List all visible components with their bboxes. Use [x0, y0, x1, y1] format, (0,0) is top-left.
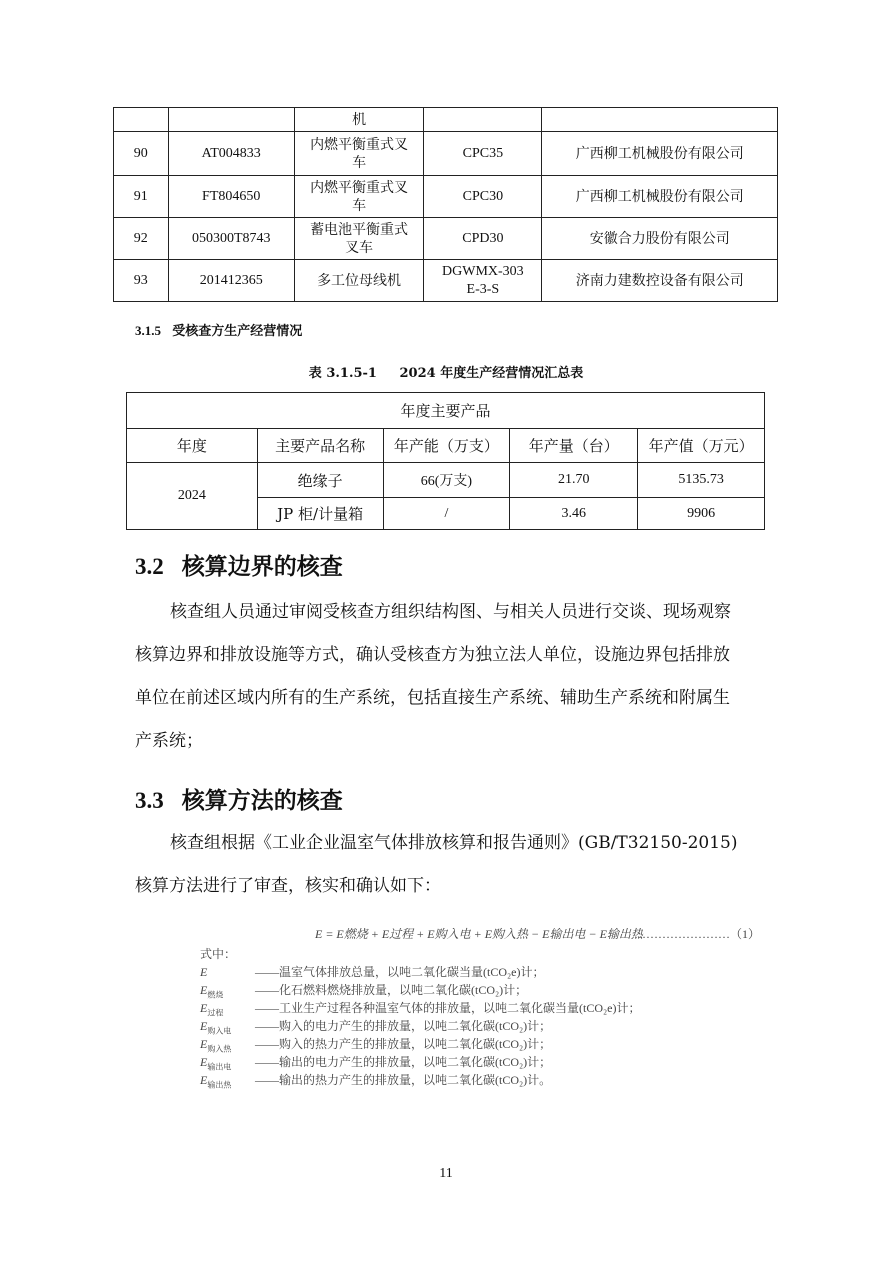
section-32-title: 核算边界的核查 [181, 553, 343, 580]
formula-where: 式中： [200, 947, 237, 961]
manufacturer-cell [542, 108, 778, 132]
page-number: 11 [439, 1166, 453, 1181]
formula-term [200, 963, 545, 981]
term-symbol [200, 965, 255, 981]
table-row [114, 218, 778, 260]
formula-term [200, 1035, 551, 1054]
output-cell: 21.70 [510, 463, 638, 498]
manufacturer-cell: 广西柳工机械股份有限公司 [542, 176, 778, 218]
term-symbol [200, 983, 255, 1000]
section-32-number: 3.2 [135, 554, 164, 579]
capacity-cell: / [383, 498, 510, 530]
term-description: ——化石燃料燃烧排放量，以吨二氧化碳(tCO₂)计； [255, 983, 528, 997]
paragraph-line: 核算边界和排放设施等方式，确认受核查方为独立法人单位，设施边界包括排放 [135, 645, 730, 665]
term-symbol-letter: E [200, 1001, 208, 1015]
term-symbol-letter: E [200, 1073, 208, 1087]
table-row [114, 132, 778, 176]
term-symbol-letter: E [200, 1019, 208, 1033]
equipment-name-cell: 多工位母线机 [294, 260, 423, 302]
term-symbol-letter: E [200, 965, 208, 979]
product-name-cell: JP 柜/计量箱 [257, 498, 383, 530]
value-cell: 5135.73 [638, 463, 765, 498]
term-description: ——购入的电力产生的排放量，以吨二氧化碳(tCO₂)计； [255, 1019, 552, 1033]
formula-term [200, 1071, 551, 1090]
row-number-cell: 92 [114, 218, 169, 260]
paragraph-line: 产系统； [135, 731, 203, 751]
model-cell: CPC35 [424, 132, 542, 176]
table2-caption-number: 表 3.1.5-1 [308, 366, 377, 381]
paragraph-line: 核查组根据《工业企业温室气体排放核算和报告通则》(GB/T32150-2015) [170, 833, 738, 853]
production-summary-table [126, 392, 765, 530]
header-product: 主要产品名称 [257, 429, 383, 463]
section-33-paragraph [135, 822, 760, 908]
group-header: 年度主要产品 [127, 393, 765, 429]
section-315-title: 受核查方生产经营情况 [172, 323, 303, 338]
term-symbol-subscript: 输出电 [207, 1062, 232, 1072]
formula-term [200, 1053, 551, 1072]
equipment-name-cell: 内燃平衡重式叉车 [294, 176, 423, 218]
table2-caption-text: 2024 年度生产经营情况汇总表 [399, 366, 584, 381]
term-description: ——温室气体排放总量，以吨二氧化碳当量(tCO₂e)计； [255, 965, 545, 979]
row-number-cell: 90 [114, 132, 169, 176]
asset-code-cell: FT804650 [168, 176, 294, 218]
formula-term [200, 981, 527, 1000]
term-description: ——工业生产过程各种温室气体的排放量，以吨二氧化碳当量(tCO₂e)计； [255, 1001, 641, 1015]
term-symbol [200, 1019, 255, 1036]
row-number-cell: 93 [114, 260, 169, 302]
output-cell: 3.46 [510, 498, 638, 530]
asset-code-cell: 050300T8743 [168, 218, 294, 260]
term-symbol-letter: E [200, 1055, 208, 1069]
header-value: 年产值（万元） [638, 429, 765, 463]
term-symbol-letter: E [200, 1037, 208, 1051]
equipment-name-cell: 机 [294, 108, 423, 132]
term-symbol-subscript: 输出热 [207, 1080, 232, 1090]
section-32-heading [135, 548, 343, 581]
table2-caption [0, 362, 892, 381]
term-symbol [200, 1037, 255, 1054]
term-symbol-subscript: 燃烧 [207, 990, 224, 1000]
section-33-title: 核算方法的核查 [181, 787, 343, 814]
model-cell: CPC30 [424, 176, 542, 218]
equipment-name-cell: 内燃平衡重式叉车 [294, 132, 423, 176]
asset-code-cell [168, 108, 294, 132]
manufacturer-cell: 广西柳工机械股份有限公司 [542, 132, 778, 176]
term-description: ——输出的电力产生的排放量，以吨二氧化碳(tCO₂)计； [255, 1055, 552, 1069]
term-symbol [200, 1001, 255, 1018]
term-symbol [200, 1073, 255, 1090]
row-number-cell [114, 108, 169, 132]
product-name-cell: 绝缘子 [257, 463, 383, 498]
section-315-number: 3.1.5 [135, 323, 161, 338]
formula-equation: E = E燃烧 + E过程 + E购入电 + E购入热 − E输出电 − E输出热 [315, 927, 643, 941]
value-cell: 9906 [638, 498, 765, 530]
section-33-number: 3.3 [135, 788, 164, 813]
term-description: ——输出的热力产生的排放量，以吨二氧化碳(tCO₂)计。 [255, 1073, 552, 1087]
year-cell: 2024 [127, 463, 258, 530]
section-32-paragraph [135, 591, 760, 763]
table-row [114, 108, 778, 132]
paragraph-line: 核算方法进行了审查，核实和确认如下： [135, 876, 441, 896]
table-row [114, 176, 778, 218]
manufacturer-cell: 济南力建数控设备有限公司 [542, 260, 778, 302]
row-number-cell: 91 [114, 176, 169, 218]
manufacturer-cell: 安徽合力股份有限公司 [542, 218, 778, 260]
formula-term [200, 1017, 551, 1036]
term-symbol [200, 1055, 255, 1072]
equipment-table [113, 107, 778, 302]
term-symbol-letter: E [200, 983, 208, 997]
capacity-cell: 66(万支) [383, 463, 510, 498]
formula-term [200, 999, 641, 1018]
paragraph-line: 单位在前述区域内所有的生产系统，包括直接生产系统、辅助生产系统和附属生 [135, 688, 730, 708]
model-cell: CPD30 [424, 218, 542, 260]
model-cell [424, 108, 542, 132]
asset-code-cell: AT004833 [168, 132, 294, 176]
term-symbol-subscript: 购入电 [207, 1026, 232, 1036]
paragraph-line: 核查组人员通过审阅受核查方组织结构图、与相关人员进行交谈、现场观察 [170, 602, 731, 622]
model-cell: DGWMX-303E-3-S [424, 260, 542, 302]
section-33-heading [135, 782, 343, 815]
term-symbol-subscript: 购入热 [207, 1044, 232, 1054]
term-description: ——购入的热力产生的排放量，以吨二氧化碳(tCO₂)计； [255, 1037, 552, 1051]
header-capacity: 年产能（万支） [383, 429, 510, 463]
equipment-name-cell: 蓄电池平衡重式叉车 [294, 218, 423, 260]
section-315-heading [135, 320, 302, 339]
header-year: 年度 [127, 429, 258, 463]
table-row [114, 260, 778, 302]
term-symbol-subscript: 过程 [207, 1008, 224, 1018]
asset-code-cell: 201412365 [168, 260, 294, 302]
header-output: 年产量（台） [510, 429, 638, 463]
formula-number: ……………………（1） [633, 927, 760, 941]
